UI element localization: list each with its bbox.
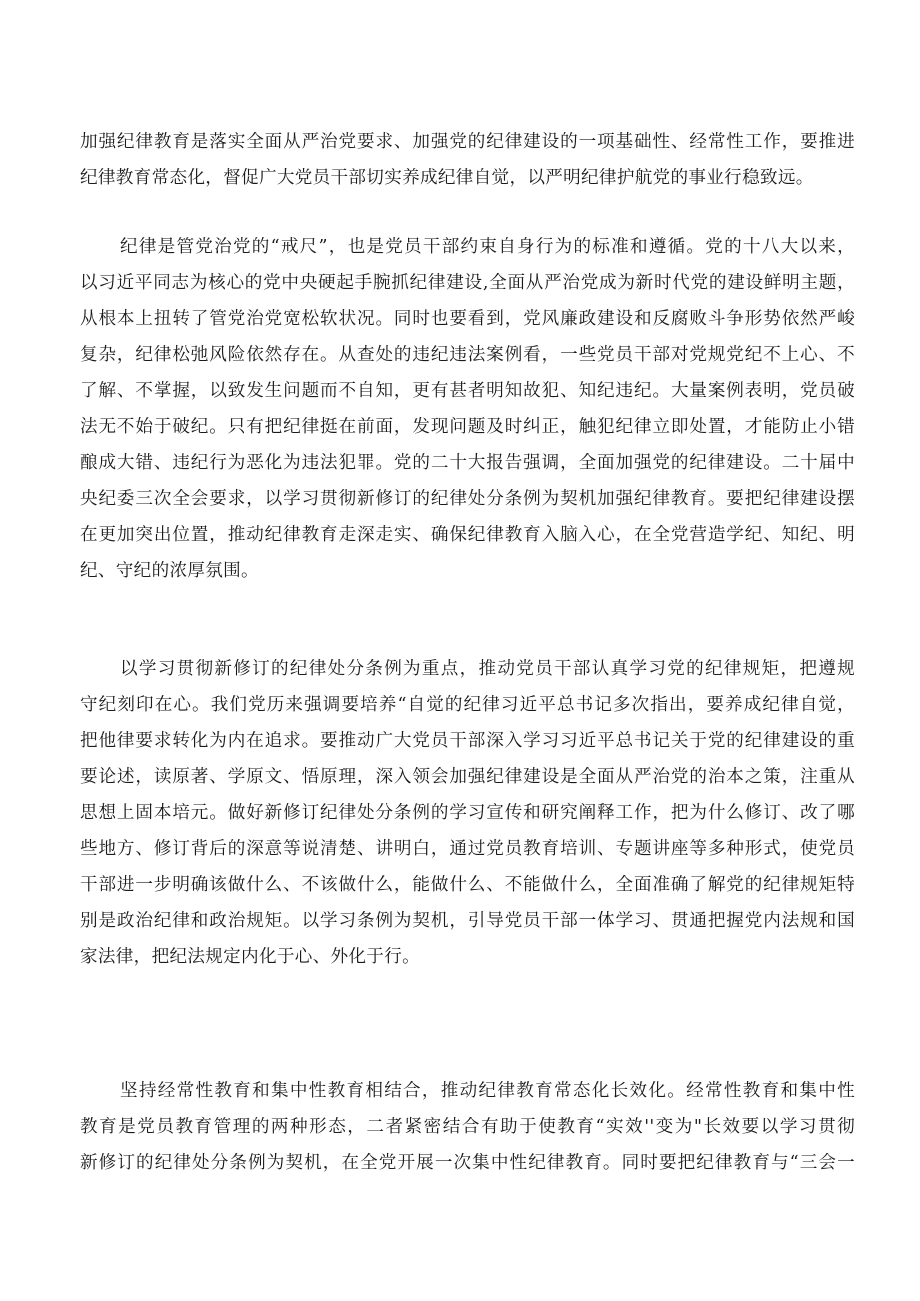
text-line: 纪、守纪的浓厚氛围。 [80, 561, 259, 581]
text-line: 从根本上扭转了管党治党宽松软状况。同时也要看到，党风廉政建设和反腐败斗争形势依然严峻 [80, 309, 855, 329]
paragraph-discipline-standard [80, 229, 855, 589]
text-line: 纪律是管党治党的“戒尺”，也是党员干部约束自身行为的标准和遵循。党的十八大以来， [120, 237, 855, 257]
paragraph-study-regulations [80, 651, 855, 975]
text-line: 纪律教育常态化，督促广大党员干部切实养成纪律自觉，以严明纪律护航党的事业行稳致远。 [80, 168, 814, 188]
text-line: 酿成大错、违纪行为恶化为违法犯罪。党的二十大报告强调，全面加强党的纪律建设。二十届中 [80, 453, 855, 473]
text-line: 坚持经常性教育和集中性教育相结合，推动纪律教育常态化长效化。经常性教育和集中性 [120, 1081, 855, 1101]
text-line: 以学习贯彻新修订的纪律处分条例为重点，推动党员干部认真学习党的纪律规矩，把遵规 [120, 659, 855, 679]
text-line: 在更加突出位置，推动纪律教育走深走实、确保纪律教育入脑入心，在全党营造学纪、知纪、明 [80, 525, 855, 545]
text-line: 守纪刻印在心。我们党历来强调要培养“自觉的纪律习近平总书记多次指出，要养成纪律自觉， [80, 695, 855, 715]
paragraph-regular-education [80, 1073, 855, 1181]
text-line: 别是政治纪律和政治规矩。以学习条例为契机，引导党员干部一体学习、贯通把握党内法规和国 [80, 911, 855, 931]
text-line: 了解、不掌握，以致发生问题而不自知，更有甚者明知故犯、知纪违纪。大量案例表明，党员破 [80, 381, 855, 401]
text-line: 家法律，把纪法规定内化于心、外化于行。 [80, 947, 420, 967]
paragraph-intro [80, 124, 855, 196]
text-line: 法无不始于破纪。只有把纪律挺在前面，发现问题及时纠正，触犯纪律立即处置，才能防止小错 [80, 417, 855, 437]
text-line: 些地方、修订背后的深意等说清楚、讲明白，通过党员教育培训、专题讲座等多种形式，使党员 [80, 839, 855, 859]
text-line: 央纪委三次全会要求，以学习贯彻新修订的纪律处分条例为契机加强纪律教育。要把纪律建设摆 [80, 489, 855, 509]
text-line: 以习近平同志为核心的党中央硬起手腕抓纪律建设,全面从严治党成为新时代党的建设鲜明主题， [80, 273, 855, 293]
text-line: 思想上固本培元。做好新修订纪律处分条例的学习宣传和研究阐释工作，把为什么修订、改了哪 [80, 803, 855, 823]
text-line: 把他律要求转化为内在追求。要推动广大党员干部深入学习习近平总书记关于党的纪律建设的重 [80, 731, 855, 751]
text-line: 要论述，读原著、学原文、悟原理，深入领会加强纪律建设是全面从严治党的治本之策，注重从 [80, 767, 855, 787]
text-line: 干部进一步明确该做什么、不该做什么，能做什么、不能做什么，全面准确了解党的纪律规矩特 [80, 875, 855, 895]
text-line: 加强纪律教育是落实全面从严治党要求、加强党的纪律建设的一项基础性、经常性工作，要推进 [80, 132, 855, 152]
text-line: 教育是党员教育管理的两种形态，二者紧密结合有助于使教育“实效''变为"长效要以学习贯彻 [80, 1117, 855, 1137]
text-line: 新修订的纪律处分条例为契机，在全党开展一次集中性纪律教育。同时要把纪律教育与“三会一 [80, 1153, 855, 1173]
text-line: 复杂，纪律松弛风险依然存在。从查处的违纪违法案例看，一些党员干部对党规党纪不上心、不 [80, 345, 855, 365]
